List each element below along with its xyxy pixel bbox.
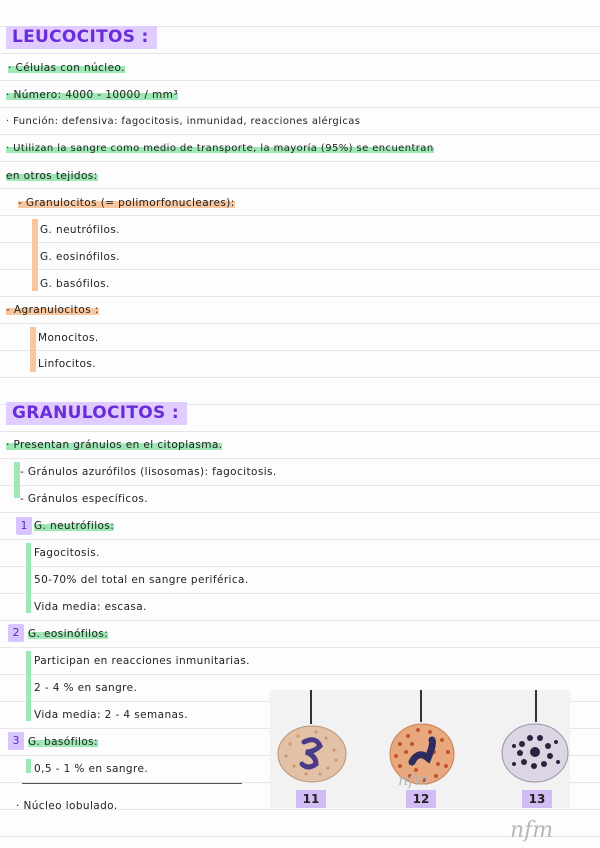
green-bracket-basofilos — [26, 759, 31, 773]
text-participan: Participan en reacciones inmunitarias. — [34, 655, 250, 667]
orange-bracket-granulocitos — [32, 219, 38, 291]
text-nucleo-lobulado: · Núcleo lobulado. — [16, 800, 118, 812]
pointer-line-13 — [535, 690, 537, 722]
text-linfocitos: Linfocitos. — [38, 358, 96, 370]
text-agranulocitos: - Agranulocitos : — [6, 304, 99, 316]
figure-watermark: nfm — [398, 770, 430, 789]
text-azurofilos: - Gránulos azurófilos (lisosomas): fagocitosis. — [20, 466, 277, 478]
text-eosinofilos-title: G. eosinófilos: — [28, 628, 109, 640]
text-presentan: · Presentan gránulos en el citoplasma. — [6, 439, 223, 451]
text-monocitos: Monocitos. — [38, 332, 99, 344]
text-funcion: · Función: defensiva: fagocitosis, inmunidad, reacciones alérgicas — [6, 116, 361, 127]
text-neutrofilos-title: G. neutrófilos: — [34, 520, 115, 532]
divider-line — [22, 783, 242, 784]
text-numero: · Número: 4000 - 10000 / mm³ — [6, 89, 178, 101]
number-badge-3: 3 — [8, 732, 24, 750]
basophil-cell-image — [500, 722, 570, 784]
green-bracket-eosinofilos — [26, 651, 31, 721]
text-50-70: 50-70% del total en sangre periférica. — [34, 574, 249, 586]
text-granulocitos: - Granulocitos (= polimorfonucleares): — [18, 197, 235, 209]
text-g-neutrofilos: G. neutrófilos. — [40, 224, 120, 236]
text-vida-media-semanas: Vida media: 2 - 4 semanas. — [34, 709, 188, 721]
figure-label-13: 13 — [522, 790, 552, 808]
pointer-line-11 — [310, 690, 312, 724]
text-fagocitosis: Fagocitosis. — [34, 547, 100, 559]
text-0-5-1-sangre: 0,5 - 1 % en sangre. — [34, 763, 149, 775]
figure-label-12: 12 — [406, 790, 436, 808]
page-watermark: nfm — [510, 818, 554, 843]
text-g-basofilos: G. basófilos. — [40, 278, 110, 290]
text-otros-tejidos: en otros tejidos: — [6, 170, 98, 182]
orange-bracket-agranulocitos — [30, 327, 36, 372]
text-celulas: · Células con núcleo. — [8, 62, 125, 74]
text-utilizan: · Utilizan la sangre como medio de transporte, la mayoría (95%) se encuentran — [6, 143, 434, 154]
text-basofilos-title: G. basófilos: — [28, 736, 98, 748]
number-badge-2: 2 — [8, 624, 24, 642]
title-granulocitos: GRANULOCITOS : — [6, 402, 187, 425]
title-leucocitos: LEUCOCITOS : — [6, 26, 157, 49]
text-2-4-sangre: 2 - 4 % en sangre. — [34, 682, 138, 694]
text-g-eosinofilos: G. eosinófilos. — [40, 251, 120, 263]
text-vida-media-escasa: Vida media: escasa. — [34, 601, 147, 613]
text-especificos: - Gránulos específicos. — [20, 493, 149, 505]
number-badge-1: 1 — [16, 517, 32, 535]
green-bracket-neutrofilos — [26, 543, 31, 613]
figure-label-11: 11 — [296, 790, 326, 808]
neutrophil-cell-image — [276, 724, 348, 784]
pointer-line-12 — [420, 690, 422, 722]
